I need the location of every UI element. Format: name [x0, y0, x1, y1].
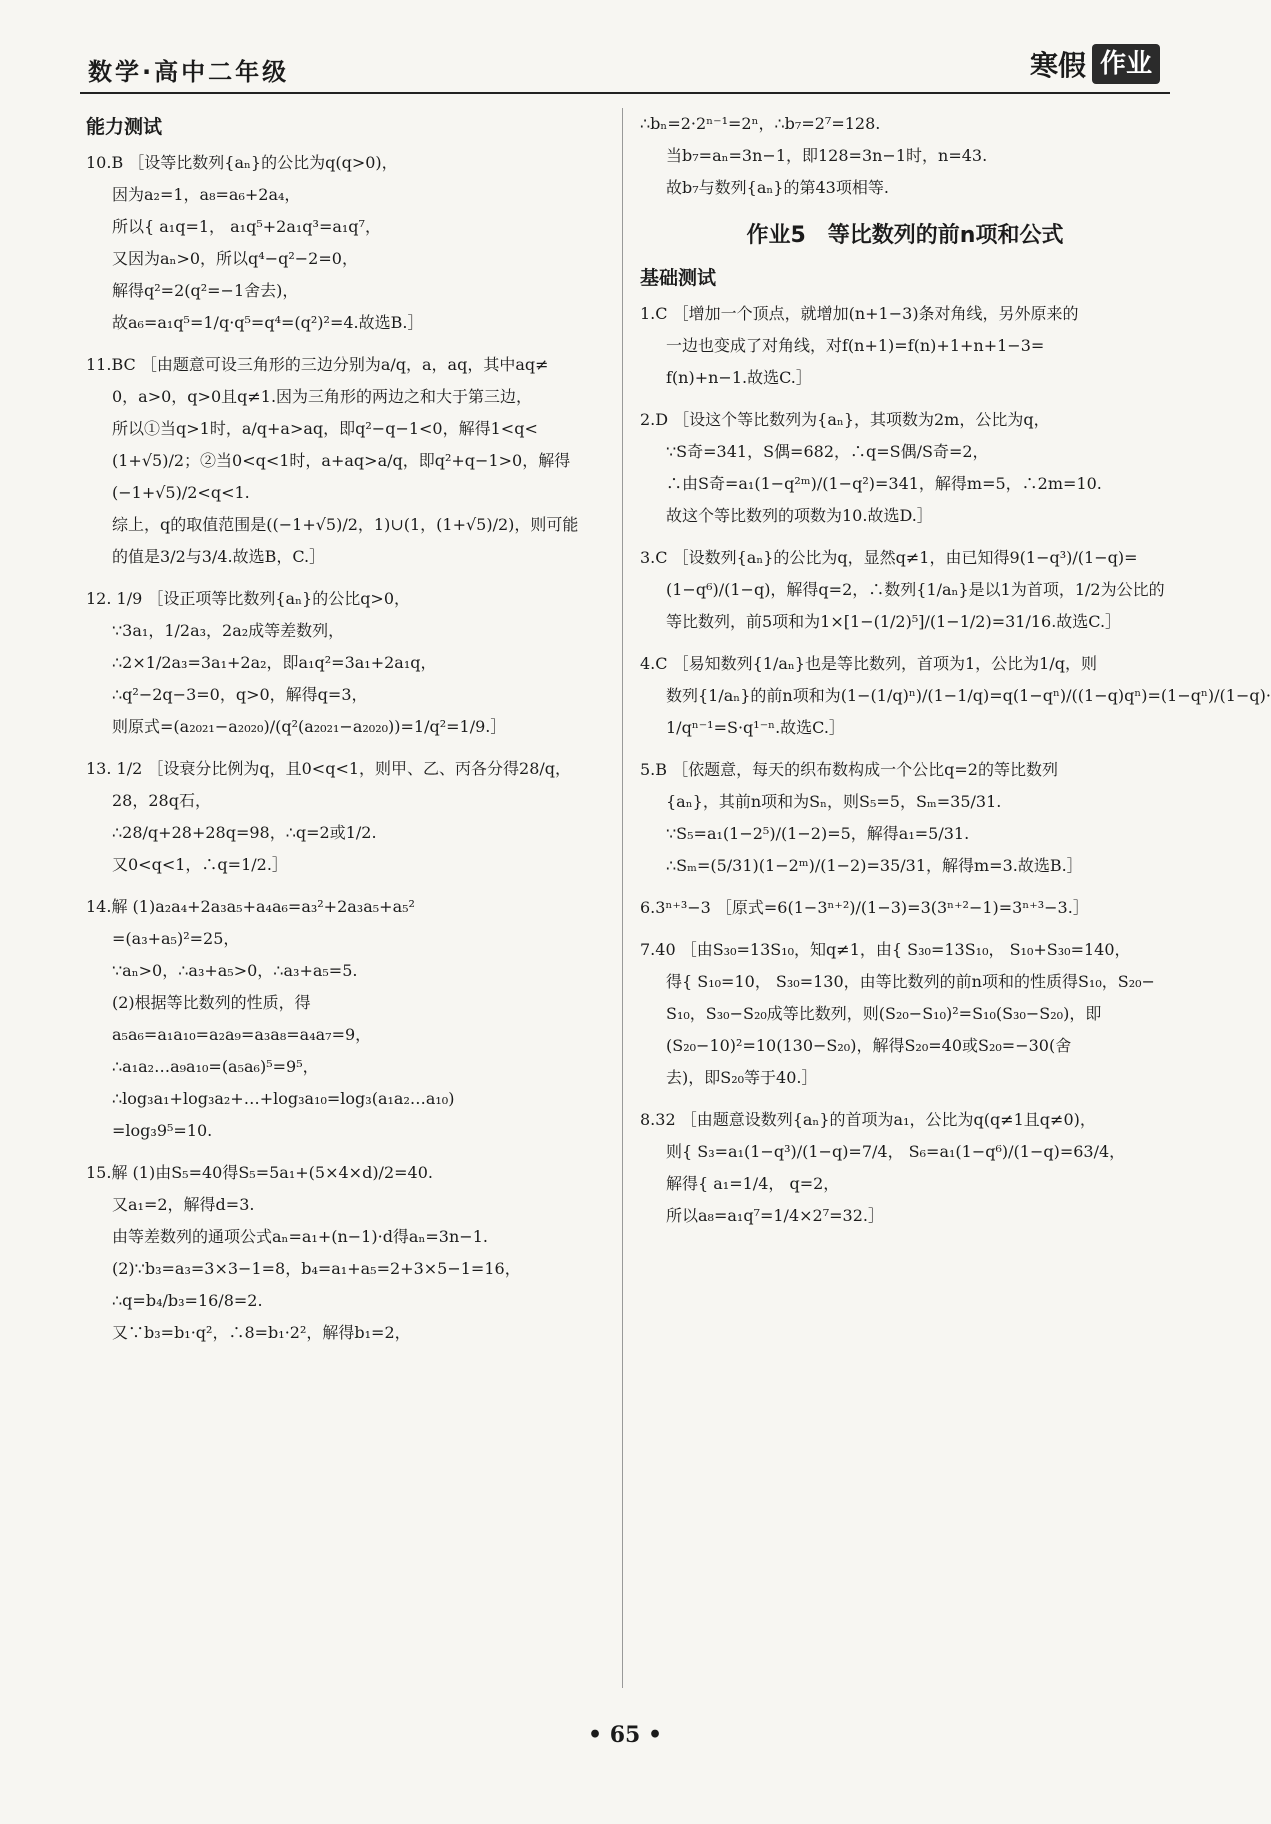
- answer-line: 所以a₈=a₁q⁷=1/4×2⁷=32.］: [666, 1206, 884, 1225]
- answer-line: ∴2×1/2a₃=3a₁+2a₂，即a₁q²=3a₁+2a₁q，: [112, 653, 437, 672]
- answer-line: ∵S₅=a₁(1−2⁵)/(1−2)=5，解得a₁=5/31.: [666, 824, 970, 843]
- answer-line: 28，28q石，: [112, 791, 211, 810]
- section-title-basic-test: 基础测试: [640, 267, 717, 289]
- answer-line: =log₃9⁵=10.: [112, 1121, 213, 1140]
- section-title-ability-test: 能力测试: [86, 116, 163, 138]
- left-answer-list: [86, 147, 606, 1349]
- page-number: • 65 •: [587, 1722, 663, 1748]
- answer-line: a₅a₆=a₁a₁₀=a₂a₉=a₃a₈=a₄a₇=9，: [112, 1025, 372, 1044]
- answer-line: (2)∵b₃=a₃=3×3−1=8，b₄=a₁+a₅=2+3×5−1=16，: [112, 1259, 521, 1278]
- answer-line: (1−q⁶)/(1−q)，解得q=2，∴数列{1/aₙ}是以1为首项，1/2为公比的: [666, 580, 1165, 599]
- answer-line: 由等差数列的通项公式aₙ=a₁+(n−1)·d得aₙ=3n−1.: [112, 1227, 488, 1246]
- answer-line: 又因为aₙ>0，所以q⁴−q²−2=0，: [112, 249, 358, 268]
- answer-line: 4.C ［易知数列{1/aₙ}也是等比数列，首项为1，公比为1/q，则: [640, 654, 1097, 673]
- answer-line: S₁₀，S₃₀−S₂₀成等比数列，则(S₂₀−S₁₀)²=S₁₀(S₃₀−S₂₀)，即: [666, 1004, 1102, 1023]
- answer-line: 6.3ⁿ⁺³−3 ［原式=6(1−3ⁿ⁺²)/(1−3)=3(3ⁿ⁺²−1)=3ⁿ⁺³−3.］: [640, 898, 1089, 917]
- answer-line: (1+√5)/2；②当0<q<1时，a+aq>a/q，即q²+q−1>0，解得: [112, 451, 571, 470]
- answer-item: [640, 404, 1170, 532]
- answer-line: 故a₆=a₁q⁵=1/q·q⁵=q⁴=(q²)²=4.故选B.］: [112, 313, 424, 332]
- answer-line: 故这个等比数列的项数为10.故选D.］: [666, 506, 933, 525]
- right-answer-list: [640, 298, 1271, 1232]
- answer-line: {aₙ}，其前n项和为Sₙ，则S₅=5，Sₘ=35/31.: [666, 792, 1002, 811]
- answer-line: ∵S奇=341，S偶=682，∴q=S偶/S奇=2，: [666, 442, 989, 461]
- answer-line: 3.C ［设数列{aₙ}的公比为q，显然q≠1，由已知得9(1−q³)/(1−q)=: [640, 548, 1138, 567]
- answer-line: 解得{ a₁=1/4， q=2，: [666, 1174, 840, 1193]
- page-header: [80, 40, 1170, 94]
- answer-item: [640, 298, 1170, 394]
- answer-line: ∴Sₘ=(5/31)(1−2ᵐ)/(1−2)=35/31，解得m=3.故选B.］: [666, 856, 1083, 875]
- answer-line: 故b₇与数列{aₙ}的第43项相等.: [666, 178, 889, 197]
- answer-line: 所以{ a₁q=1， a₁q⁵+2a₁q³=a₁q⁷，: [112, 217, 381, 236]
- answer-line: 15.解 (1)由S₅=40得S₅=5a₁+(5×4×d)/2=40.: [86, 1163, 433, 1182]
- answer-line: 14.解 (1)a₂a₄+2a₃a₅+a₄a₆=a₃²+2a₃a₅+a₅²: [86, 897, 415, 916]
- answer-item: [86, 753, 606, 881]
- answer-line: f(n)+n−1.故选C.］: [666, 368, 812, 387]
- answer-item: [640, 648, 1271, 744]
- answer-item: [640, 934, 1170, 1094]
- series-title: 寒假: [1029, 49, 1086, 82]
- answer-line: 所以①当q>1时，a/q+a>aq，即q²−q−1<0，解得1<q<: [112, 419, 538, 438]
- right-column: [640, 108, 1271, 1688]
- answer-line: 等比数列，前5项和为1×[1−(1/2)⁵]/(1−1/2)=31/16.故选C.］: [666, 612, 1122, 631]
- answer-line: ∴q=b₄/b₃=16/8=2.: [112, 1291, 263, 1310]
- answer-line: 得{ S₁₀=10， S₃₀=130，由等比数列的前n项和的性质得S₁₀，S₂₀−: [666, 972, 1155, 991]
- answer-item: [86, 349, 606, 573]
- answer-line: 1/qⁿ⁻¹=S·q¹⁻ⁿ.故选C.］: [666, 718, 845, 737]
- right-continued-answers: [640, 108, 1170, 204]
- answer-line: 一边也变成了对角线，对f(n+1)=f(n)+1+n+1−3=: [666, 336, 1045, 355]
- answer-item: [640, 754, 1170, 882]
- answer-line: ∴q²−2q−3=0，q>0，解得q=3，: [112, 685, 368, 704]
- series-logo: [1030, 44, 1160, 84]
- column-divider: [622, 108, 623, 1688]
- answer-line: 当b₇=aₙ=3n−1，即128=3n−1时，n=43.: [666, 146, 988, 165]
- answer-line: (2)根据等比数列的性质，得: [112, 993, 311, 1012]
- answer-line: 10.B ［设等比数列{aₙ}的公比为q(q>0)，: [86, 153, 398, 172]
- answer-item: [640, 108, 1170, 204]
- answer-line: =(a₃+a₅)²=25，: [112, 929, 240, 948]
- answer-line: ∴28/q+28+28q=98，∴q=2或1/2.: [112, 823, 377, 842]
- subject-title: 数学·高中二年级: [88, 58, 290, 86]
- answer-line: 1.C ［增加一个顶点，就增加(n+1−3)条对角线，另外原来的: [640, 304, 1079, 323]
- answer-line: ∴a₁a₂…a₉a₁₀=(a₅a₆)⁵=9⁵，: [112, 1057, 319, 1076]
- answer-line: 去)，即S₂₀等于40.］: [666, 1068, 818, 1087]
- answer-line: 则原式=(a₂₀₂₁−a₂₀₂₀)/(q²(a₂₀₂₁−a₂₀₂₀))=1/q²=1/9.］: [112, 717, 507, 736]
- answer-line: 又a₁=2，解得d=3.: [112, 1195, 255, 1214]
- assignment-heading: 作业5 等比数列的前n项和公式: [746, 223, 1064, 248]
- answer-item: [86, 1157, 606, 1349]
- answer-line: 13. 1/2 ［设衰分比例为q，且0<q<1，则甲、乙、丙各分得28/q，: [86, 759, 572, 778]
- answer-line: 5.B ［依题意，每天的织布数构成一个公比q=2的等比数列: [640, 760, 1058, 779]
- answer-line: 0，a>0，q>0且q≠1.因为三角形的两边之和大于第三边，: [112, 387, 533, 406]
- answer-line: 因为a₂=1，a₈=a₆+2a₄，: [112, 185, 301, 204]
- answer-line: ∴bₙ=2·2ⁿ⁻¹=2ⁿ，∴b₇=2⁷=128.: [640, 114, 881, 133]
- answer-line: 则{ S₃=a₁(1−q³)/(1−q)=7/4， S₆=a₁(1−q⁶)/(1−q)=63/4，: [666, 1142, 1126, 1161]
- answer-line: 11.BC ［由题意可设三角形的三边分别为a/q，a，aq，其中aq≠: [86, 355, 549, 374]
- answer-item: [640, 542, 1170, 638]
- answer-line: 又∵b₃=b₁·q²，∴8=b₁·2²，解得b₁=2，: [112, 1323, 411, 1342]
- answer-item: [86, 583, 606, 743]
- answer-line: 7.40 ［由S₃₀=13S₁₀，知q≠1，由{ S₃₀=13S₁₀， S₁₀+S₃₀=140，: [640, 940, 1131, 959]
- left-column: [86, 108, 606, 1688]
- answer-line: ∴log₃a₁+log₃a₂+…+log₃a₁₀=log₃(a₁a₂…a₁₀): [112, 1089, 455, 1108]
- answer-line: 综上，q的取值范围是((−1+√5)/2，1)∪(1，(1+√5)/2)，则可能: [112, 515, 579, 534]
- answer-line: 又0<q<1，∴q=1/2.］: [112, 855, 288, 874]
- answer-line: 数列{1/aₙ}的前n项和为(1−(1/q)ⁿ)/(1−1/q)=q(1−qⁿ)/((1−q)qⁿ)=(1−qⁿ)/(1−q)·: [666, 686, 1271, 705]
- answer-line: ∴由S奇=a₁(1−q²ᵐ)/(1−q²)=341，解得m=5，∴2m=10.: [666, 474, 1102, 493]
- answer-item: [86, 891, 606, 1147]
- answer-item: [640, 1104, 1170, 1232]
- answer-line: 8.32 ［由题意设数列{aₙ}的首项为a₁，公比为q(q≠1且q≠0)，: [640, 1110, 1096, 1129]
- answer-line: 的值是3/2与3/4.故选B，C.］: [112, 547, 326, 566]
- answer-line: 解得q²=2(q²=−1舍去)，: [112, 281, 299, 300]
- answer-line: (S₂₀−10)²=10(130−S₂₀)，解得S₂₀=40或S₂₀=−30(舍: [666, 1036, 1072, 1055]
- answer-line: ∵aₙ>0，∴a₃+a₅>0，∴a₃+a₅=5.: [112, 961, 358, 980]
- series-badge: 作业: [1092, 44, 1160, 84]
- answer-line: 2.D ［设这个等比数列为{aₙ}，其项数为2m，公比为q，: [640, 410, 1050, 429]
- answer-line: ∵3a₁，1/2a₃，2a₂成等差数列，: [112, 621, 345, 640]
- answer-line: 12. 1/9 ［设正项等比数列{aₙ}的公比q>0，: [86, 589, 411, 608]
- answer-item: [640, 892, 1170, 924]
- answer-line: (−1+√5)/2<q<1.: [112, 483, 250, 502]
- answer-item: [86, 147, 606, 339]
